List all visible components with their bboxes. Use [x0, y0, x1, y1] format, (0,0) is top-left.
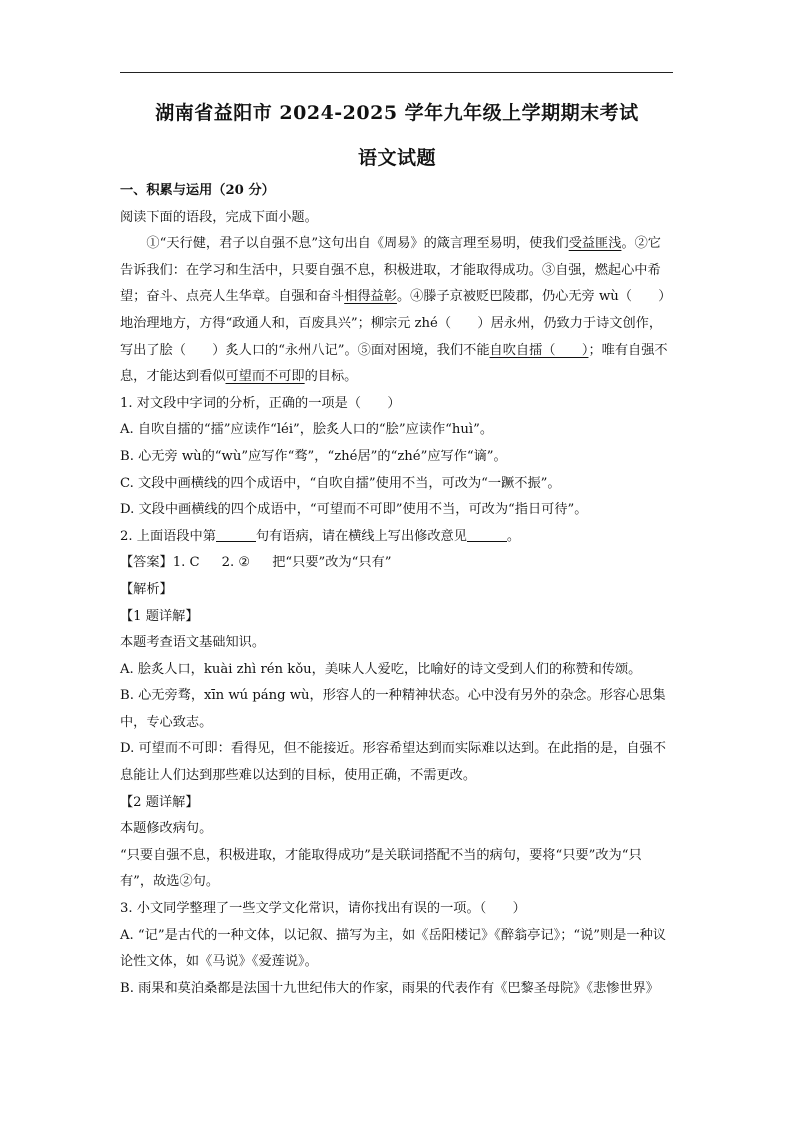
answer-blank-2[interactable] [467, 527, 507, 542]
page-subtitle: 语文试题 [357, 147, 436, 169]
underlined-idiom: 相得益彰 [344, 289, 397, 305]
page-title: 湖南省益阳市 2024-2025 学年九年级上学期期末考试 [155, 102, 639, 124]
question-1-option-b: B. 心无旁 wù的“wù”应写作“骛”，“zhé居”的“zhé”应写作“谪”。 [120, 448, 507, 464]
passage-text: 。④滕子京被贬巴陵郡，仍心无旁 wù（ ）地治理地方，方得“政通人和，百废具兴”；柳宗元 zhé（ ）居永州，仍致力于诗文创作，写出了脍（ ）炙人口的“永州八记”。⑤面对困境，我们不能 [120, 289, 672, 358]
reading-passage [120, 231, 673, 391]
answer-blank-1[interactable] [216, 527, 256, 542]
answer-2: 2. ② [221, 555, 251, 571]
passage-text: 的目标。 [304, 369, 358, 385]
answer-label: 【答案】 [120, 555, 173, 571]
passage-text: 。②它告诉我们：在学习和生活中，只要自强不息，积极进取，才能取得成功。③自强，燃起心中希望；奋斗、点亮人生华章。自强和奋斗 [120, 236, 661, 305]
detail-2-line: “只要自强不息，积极进取，才能取得成功”是关联词搭配不当的病句，要将“只要”改为“只有”，故选②句。 [120, 847, 642, 890]
underlined-idiom: 自吹自擂（ ） [489, 342, 589, 358]
passage-text: ①“天行健，君子以自强不息”这句出自《周易》的箴言理至易明，使我们 [146, 236, 569, 252]
question-1-stem: 1. 对文段中字词的分析，正确的一项是（ ） [120, 395, 401, 411]
question-1-option-c: C. 文段中画横线的四个成语中，“自吹自擂”使用不当，可改为“一蹶不振”。 [120, 475, 561, 491]
passage-text: ；唯有自强不息，才能达到看似 [120, 342, 668, 385]
document-body [120, 178, 673, 1002]
analysis-label: 【解析】 [120, 581, 173, 597]
underlined-idiom: 受益匪浅 [568, 236, 622, 252]
question-1-option-a: A. 自吹自擂的“擂”应读作“léi”，脍炙人口的“脍”应读作“huì”。 [120, 422, 494, 438]
detail-1-line: 本题考查语文基础知识。 [120, 635, 266, 651]
answer-1: 1. C [172, 555, 200, 571]
detail-2-line: 本题修改病句。 [120, 821, 213, 837]
question-3-option-a: A. “记”是古代的一种文体，以记叙、描写为主，如《岳阳楼记》《醉翁亭记》；“说”则是一种议论性文体，如《马说》《爱莲说》。 [120, 927, 666, 970]
detail-2-label: 【2 题详解】 [120, 794, 199, 810]
detail-1-line: D. 可望而不可即：看得见，但不能接近。形容希望达到而实际难以达到。在此指的是，自强不息能让人们达到那些难以达到的目标，使用正确，不需更改。 [120, 741, 666, 784]
answer-line [120, 550, 673, 577]
top-rule [120, 72, 673, 73]
section-heading: 一、积累与运用（20 分） [120, 183, 275, 198]
question-2-text-b: 句有语病，请在横线上写出修改意见 [255, 528, 467, 544]
detail-1-line: A. 脍炙人口，kuài zhì rén kǒu，美味人人爱吃，比喻好的诗文受到人们的称赞和传颂。 [120, 661, 642, 677]
instructions: 阅读下面的语段，完成下面小题。 [120, 209, 318, 225]
question-1-option-d: D. 文段中画横线的四个成语中，“可望而不可即”使用不当，可改为“指日可待”。 [120, 502, 588, 518]
question-3-stem: 3. 小文同学整理了一些文学文化常识，请你找出有误的一项。（ ） [120, 901, 526, 917]
question-3-option-b: B. 雨果和莫泊桑都是法国十九世纪伟大的作家，雨果的代表作有《巴黎圣母院》《悲惨世界》 [120, 980, 659, 996]
detail-1-label: 【1 题详解】 [120, 608, 199, 624]
question-2-stem [120, 524, 673, 551]
question-2-text-a: 2. 上面语段中第 [120, 528, 216, 544]
answer-3: 把“只要”改为“只有” [272, 555, 392, 571]
detail-1-line: B. 心无旁骛，xīn wú páng wù，形容人的一种精神状态。心中没有另外的杂念。形容心思集中，专心致志。 [120, 688, 666, 730]
underlined-idiom: 可望而不可即 [225, 369, 305, 385]
question-2-text-c: 。 [506, 528, 521, 544]
